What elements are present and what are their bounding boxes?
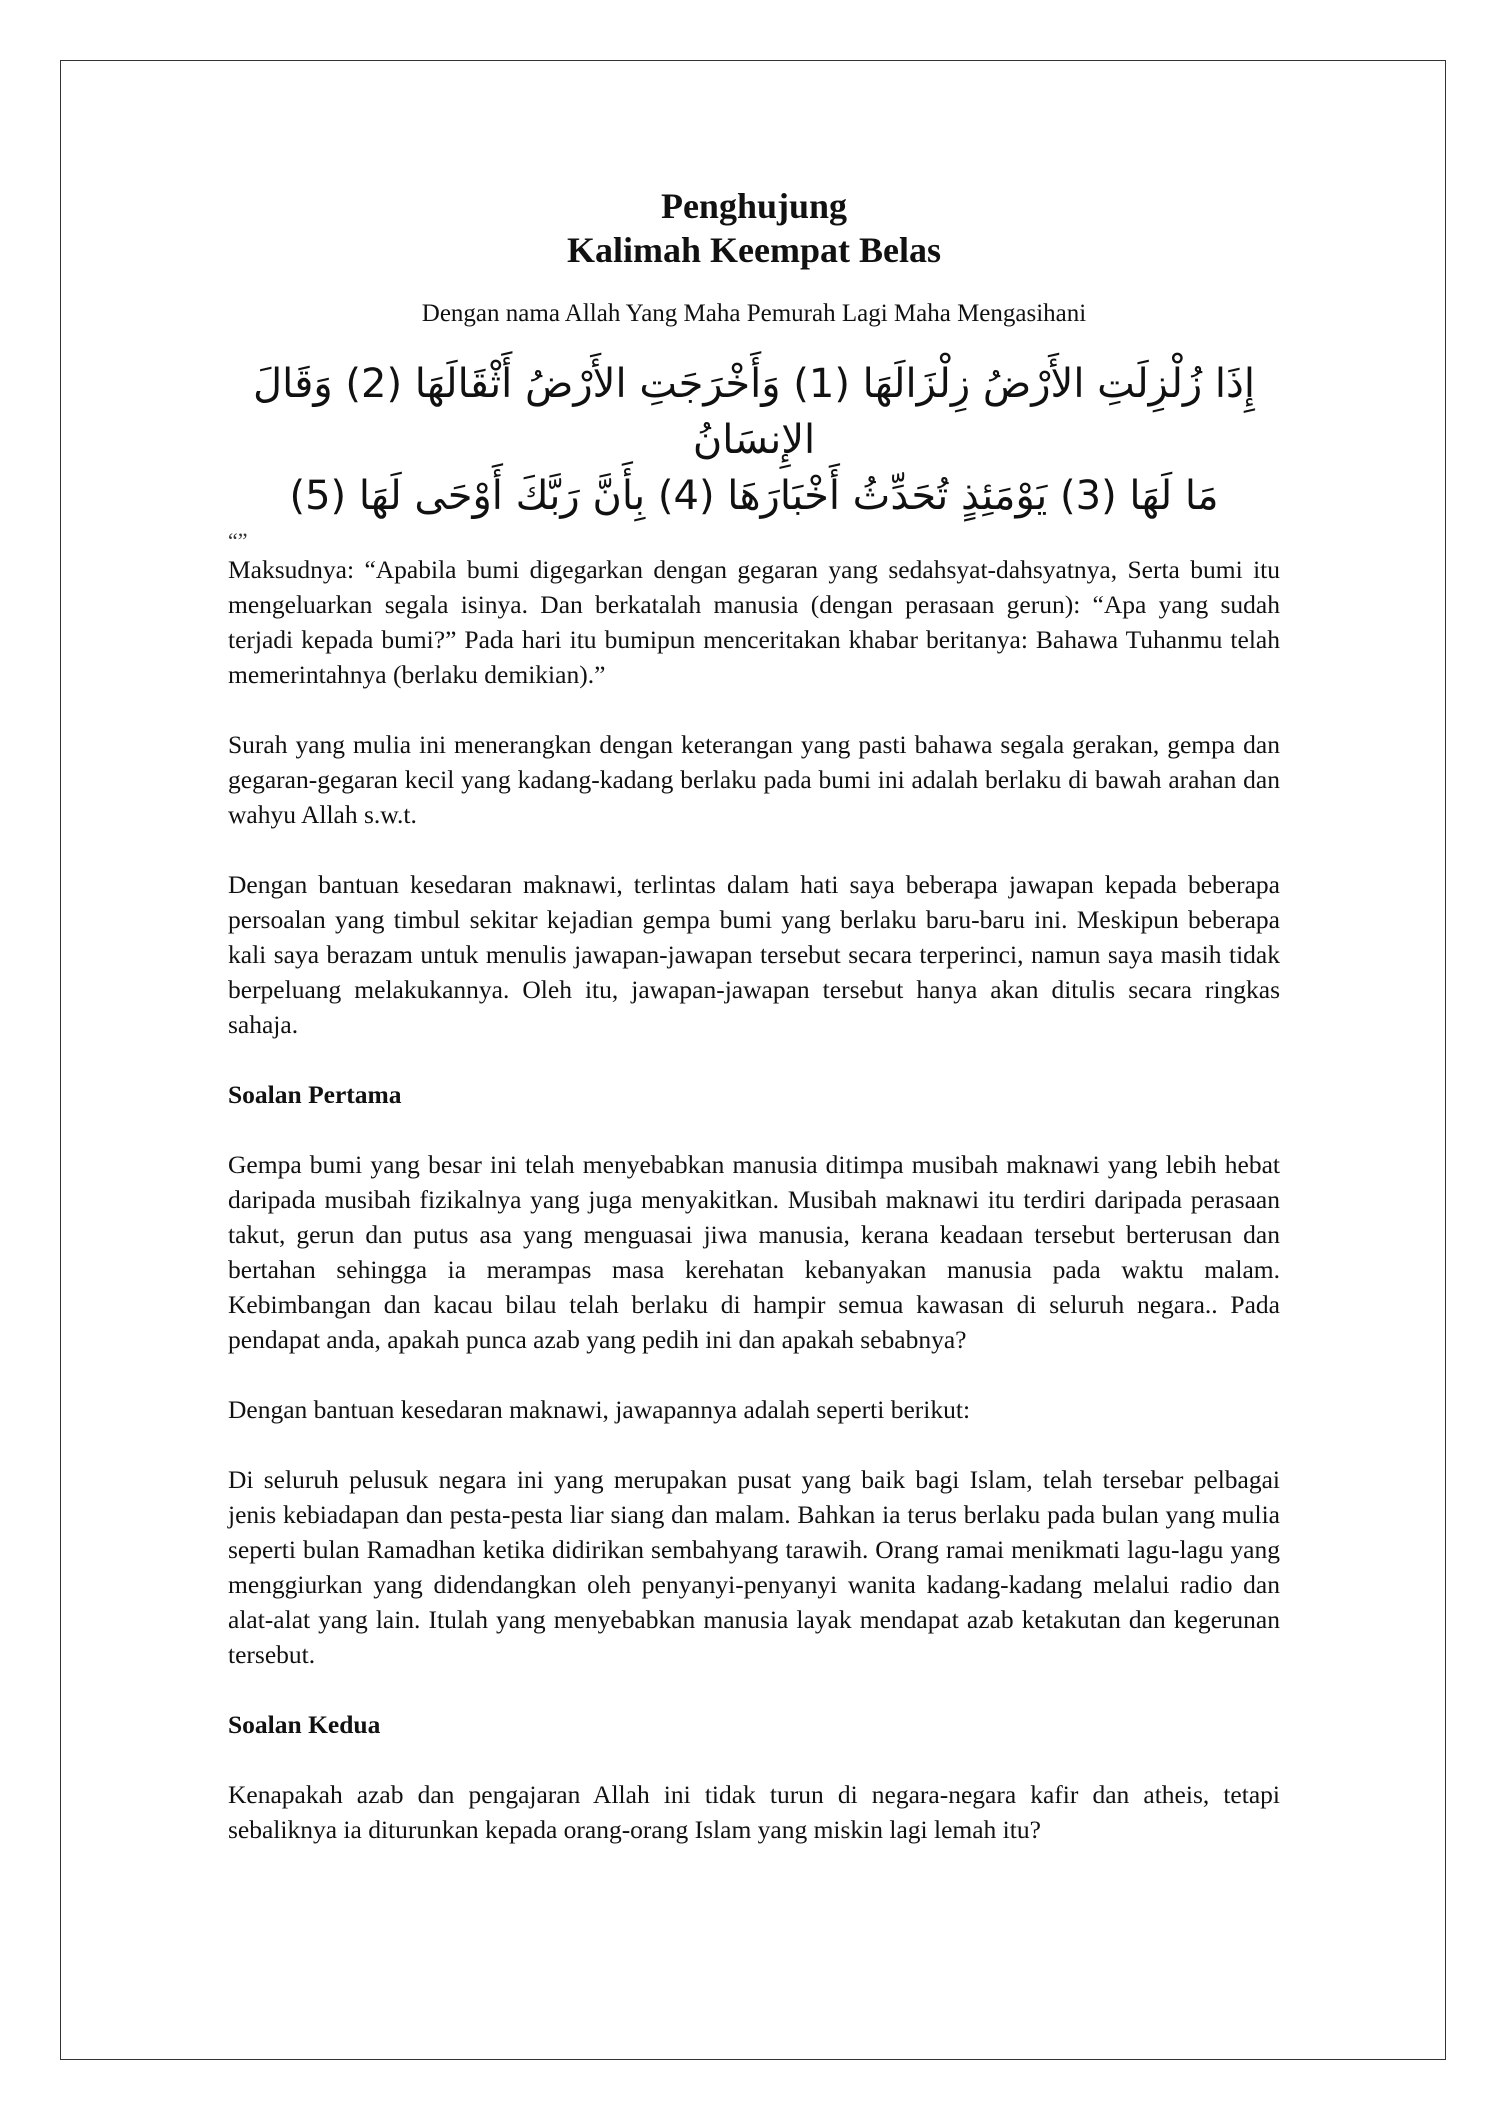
title-line-2: Kalimah Keempat Belas [567, 230, 941, 270]
arabic-line-1: إِذَا زُلْزِلَتِ الأَرْضُ زِلْزَالَهَا (1) وَأَخْرَجَتِ الأَرْضُ أَثْقَالَهَا (2) وَقَالَ الإِنسَانُ [253, 361, 1255, 463]
intro-paragraph: Dengan bantuan kesedaran maknawi, terlintas dalam hati saya beberapa jawapan kepada beberapa persoalan yang timbul sekitar kejadian gempa bumi yang berlaku baru-baru ini. Meskipun beberapa kali saya berazam untuk menulis jawapan-jawapan tersebut secara terperinci, namun saya masih tidak berpeluang melakukannya. Oleh itu, jawapan-jawapan tersebut hanya akan ditulis secara ringkas sahaja. [228, 870, 1280, 1039]
surah-paragraph: Surah yang mulia ini menerangkan dengan keterangan yang pasti bahawa segala gerakan, gempa dan gegaran-gegaran kecil yang kadang-kadang berlaku pada bumi ini adalah berlaku di bawah arahan dan wahyu Allah s.w.t. [228, 730, 1280, 829]
arabic-line-2: مَا لَهَا (3) يَوْمَئِذٍ تُحَدِّثُ أَخْبَارَهَا (4) بِأَنَّ رَبَّكَ أَوْحَى لَهَا (5) [289, 473, 1219, 519]
second-question-paragraph: Kenapakah azab dan pengajaran Allah ini tidak turun di negara-negara kafir dan atheis, tetapi sebaliknya ia diturunkan kepada orang-orang Islam yang miskin lagi lemah itu? [228, 1780, 1280, 1844]
section-heading-second-question: Soalan Kedua [228, 1710, 381, 1739]
document-title [228, 184, 1280, 272]
title-line-1: Penghujung [660, 186, 848, 226]
arabic-verses [228, 356, 1280, 524]
answer-intro-paragraph: Dengan bantuan kesedaran maknawi, jawapannya adalah seperti berikut: [228, 1395, 971, 1424]
translation-paragraph: Maksudnya: “Apabila bumi digegarkan dengan gegaran yang sedahsyat-dahsyatnya, Serta bumi itu mengeluarkan segala isinya. Dan berkatalah manusia (dengan perasaan gerun): “Apa yang sudah terjadi kepada bumi?” Pada hari itu bumipun menceritakan khabar beritanya: Bahawa Tuhanmu telah memerintahnya (berlaku demikian).” [228, 555, 1280, 689]
section-heading-first-question: Soalan Pertama [228, 1080, 402, 1109]
answer-paragraph: Di seluruh pelusuk negara ini yang merupakan pusat yang baik bagi Islam, telah tersebar pelbagai jenis kebiadapan dan pesta-pesta liar siang dan malam. Bahkan ia terus berlaku pada bulan yang mulia seperti bulan Ramadhan ketika didirikan sembahyang tarawih. Orang ramai menikmati lagu-lagu yang menggiurkan yang didendangkan oleh penyanyi-penyanyi wanita kadang-kadang melalui radio dan alat-alat yang lain. Itulah yang menyebabkan manusia layak mendapat azab ketakutan dan kegerunan tersebut. [228, 1465, 1280, 1669]
basmala-text: Dengan nama Allah Yang Maha Pemurah Lagi Maha Mengasihani [421, 300, 1087, 327]
document-body [228, 184, 1280, 1847]
first-question-paragraph: Gempa bumi yang besar ini telah menyebabkan manusia ditimpa musibah maknawi yang lebih hebat daripada musibah fizikalnya yang juga menyakitkan. Musibah maknawi itu terdiri daripada perasaan takut, gerun dan putus asa yang menguasai jiwa manusia, kerana keadaan tersebut berterusan dan bertahan sehingga ia merampas masa kerehatan kebanyakan manusia pada waktu malam. Kebimbangan dan kacau bilau telah berlaku di hampir semua kawasan di seluruh negara.. Pada pendapat anda, apakah punca azab yang pedih ini dan apakah sebabnya? [228, 1150, 1280, 1354]
quote-marks: “” [228, 528, 248, 553]
